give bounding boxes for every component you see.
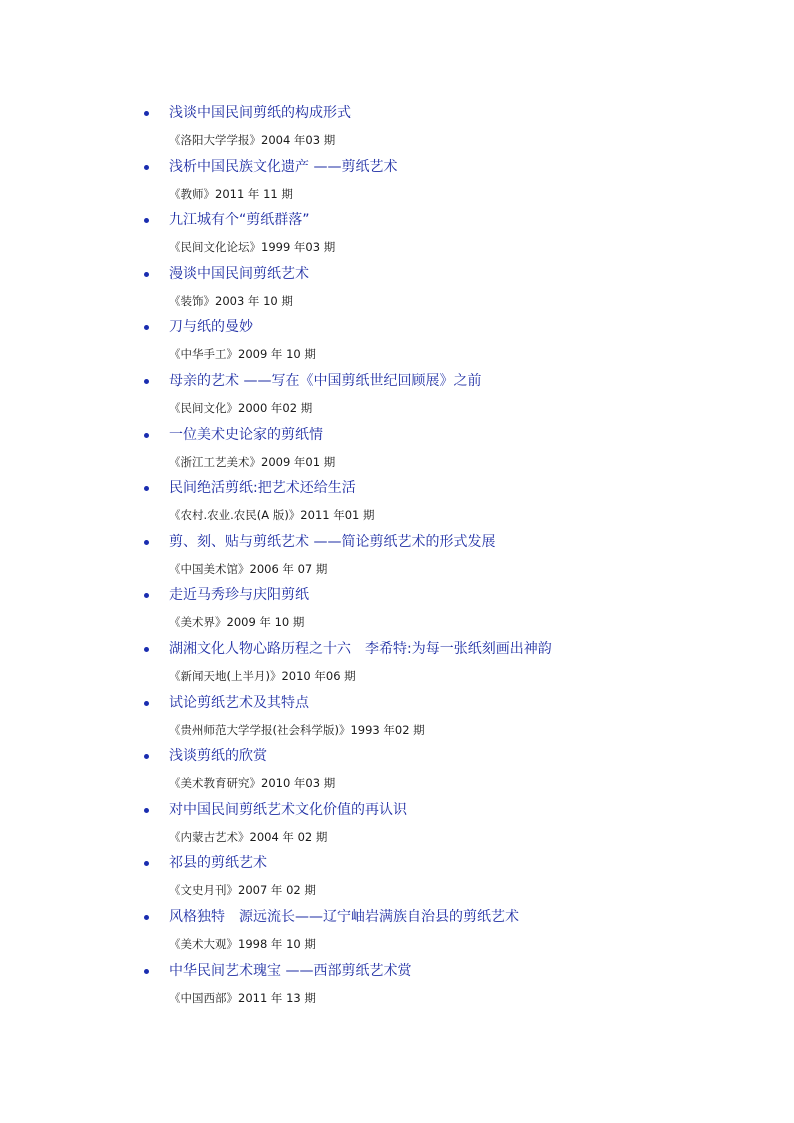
list-item xyxy=(140,904,760,958)
article-source: 《内蒙古艺术》2004 年 02 期 xyxy=(169,829,328,844)
article-title-link[interactable]: 浅谈剪纸的欣赏 xyxy=(169,748,267,765)
bullet-icon xyxy=(144,379,149,384)
bullet-icon xyxy=(144,647,149,652)
article-title-link[interactable]: 母亲的艺术 ——写在《中国剪纸世纪回顾展》之前 xyxy=(169,372,482,389)
list-item xyxy=(140,797,760,851)
article-source: 《新闻天地(上半月)》2010 年06 期 xyxy=(169,668,356,683)
list-item xyxy=(140,850,760,904)
article-title-link[interactable]: 一位美术史论家的剪纸情 xyxy=(169,426,323,443)
list-item xyxy=(140,958,760,1012)
article-source: 《教师》2011 年 11 期 xyxy=(169,186,293,201)
article-title-link[interactable]: 浅谈中国民间剪纸的构成形式 xyxy=(169,105,351,121)
list-item xyxy=(140,475,760,529)
list-item xyxy=(140,582,760,636)
article-source: 《装饰》2003 年 10 期 xyxy=(169,293,293,308)
article-source: 《民间文化》2000 年02 期 xyxy=(169,400,313,415)
list-item xyxy=(140,529,760,583)
list-item xyxy=(140,422,760,476)
bullet-icon xyxy=(144,540,149,545)
article-title-link[interactable]: 剪、刻、贴与剪纸艺术 ——简论剪纸艺术的形式发展 xyxy=(169,533,496,550)
bullet-icon xyxy=(144,861,149,866)
bullet-icon xyxy=(144,754,149,759)
article-source: 《民间文化论坛》1999 年03 期 xyxy=(169,240,336,255)
bullet-icon xyxy=(144,808,149,813)
list-item xyxy=(140,154,760,208)
bullet-icon xyxy=(144,111,149,116)
list-item xyxy=(140,207,760,261)
article-title-link[interactable]: 试论剪纸艺术及其特点 xyxy=(169,694,309,711)
article-list xyxy=(140,100,760,1011)
article-source: 《农村.农业.农民(A 版)》2011 年01 期 xyxy=(169,508,375,523)
list-item xyxy=(140,261,760,315)
article-title-link[interactable]: 湖湘文化人物心路历程之十六 李希特:为每一张纸刻画出神韵 xyxy=(169,640,552,657)
article-source: 《文史月刊》2007 年 02 期 xyxy=(169,883,316,898)
article-title-link[interactable]: 浅析中国民族文化遗产 ——剪纸艺术 xyxy=(169,158,398,175)
article-source: 《洛阳大学学报》2004 年03 期 xyxy=(169,133,336,147)
article-title-link[interactable]: 刀与纸的曼妙 xyxy=(169,319,253,336)
bullet-icon xyxy=(144,218,149,223)
article-title-link[interactable]: 民间绝活剪纸:把艺术还给生活 xyxy=(169,480,356,497)
article-source: 《美术大观》1998 年 10 期 xyxy=(169,936,316,951)
bullet-icon xyxy=(144,486,149,491)
list-item xyxy=(140,368,760,422)
bullet-icon xyxy=(144,325,149,330)
list-item xyxy=(140,743,760,797)
bullet-icon xyxy=(144,969,149,974)
article-title-link[interactable]: 走近马秀珍与庆阳剪纸 xyxy=(169,587,309,604)
bullet-icon xyxy=(144,593,149,598)
article-title-link[interactable]: 对中国民间剪纸艺术文化价值的再认识 xyxy=(169,801,407,818)
article-title-link[interactable]: 漫谈中国民间剪纸艺术 xyxy=(169,265,309,282)
list-item xyxy=(140,690,760,744)
list-item xyxy=(140,100,760,154)
article-source: 《贵州师范大学学报(社会科学版)》1993 年02 期 xyxy=(169,722,425,737)
article-source: 《中国美术馆》2006 年 07 期 xyxy=(169,561,328,576)
article-source: 《中国西部》2011 年 13 期 xyxy=(169,990,316,1005)
article-title-link[interactable]: 祁县的剪纸艺术 xyxy=(169,855,267,872)
article-title-link[interactable]: 风格独特 源远流长——辽宁岫岩满族自治县的剪纸艺术 xyxy=(169,908,519,925)
article-title-link[interactable]: 中华民间艺术瑰宝 ——西部剪纸艺术赏 xyxy=(169,962,412,979)
list-item xyxy=(140,314,760,368)
article-source: 《美术界》2009 年 10 期 xyxy=(169,615,305,630)
article-source: 《中华手工》2009 年 10 期 xyxy=(169,347,316,362)
bullet-icon xyxy=(144,165,149,170)
bullet-icon xyxy=(144,272,149,277)
list-item xyxy=(140,636,760,690)
article-title-link[interactable]: 九江城有个“剪纸群落” xyxy=(169,212,310,229)
article-source: 《美术教育研究》2010 年03 期 xyxy=(169,776,336,791)
bullet-icon xyxy=(144,433,149,438)
article-source: 《浙江工艺美术》2009 年01 期 xyxy=(169,454,336,469)
bullet-icon xyxy=(144,701,149,706)
bullet-icon xyxy=(144,915,149,920)
